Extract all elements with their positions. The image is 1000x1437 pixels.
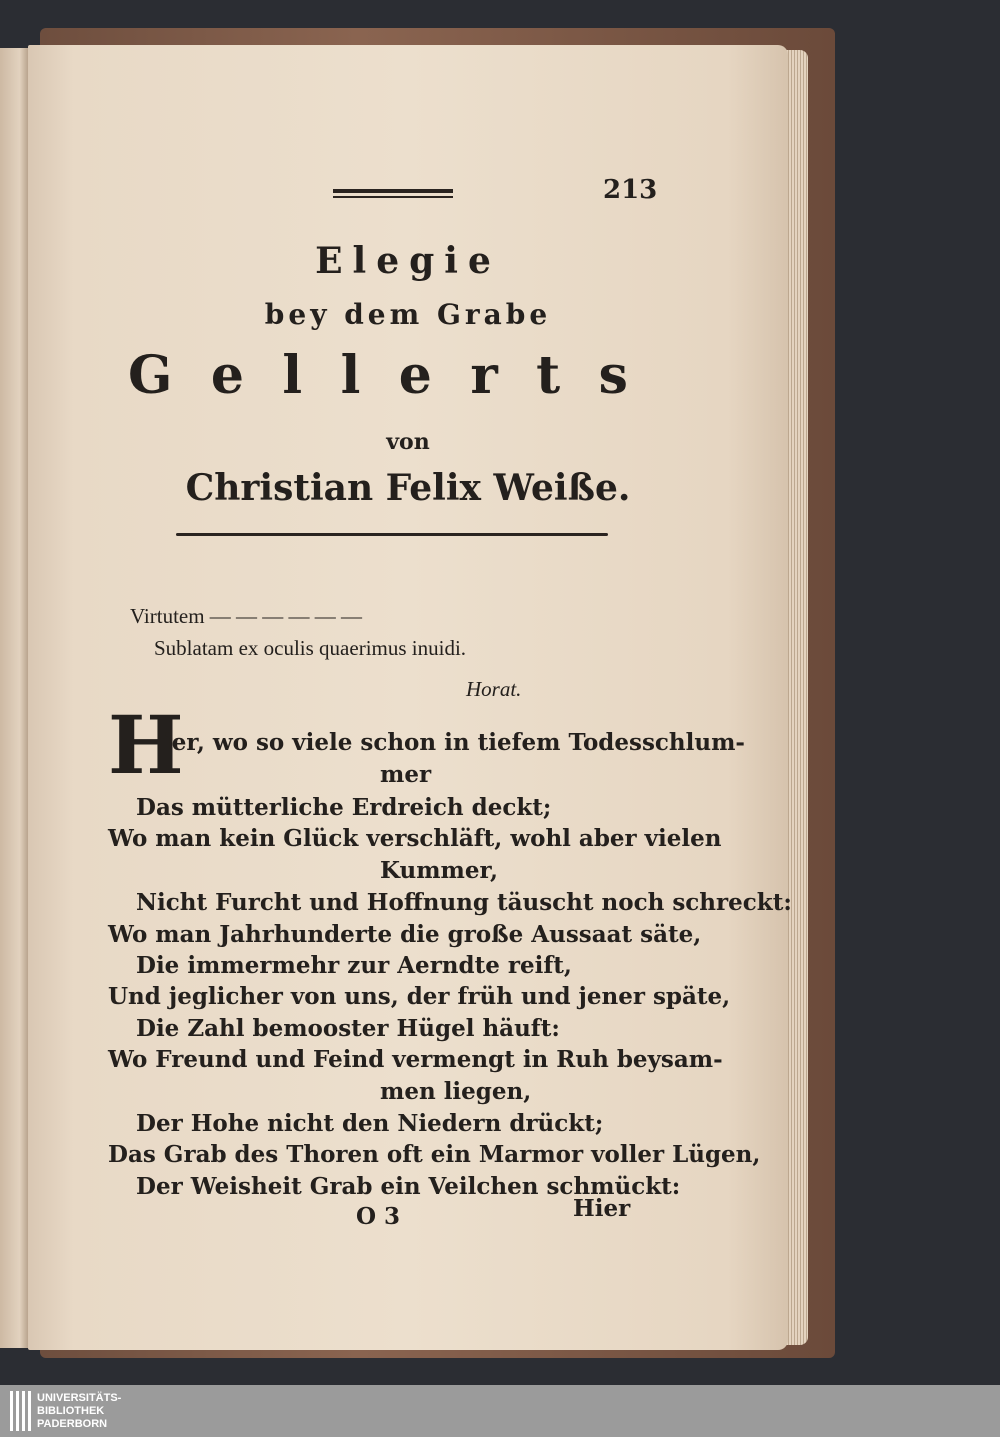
poem-line: men liegen, — [380, 1078, 532, 1105]
top-ornament-rule — [333, 189, 453, 198]
poem-line: Die Zahl bemooster Hügel häuft: — [136, 1015, 560, 1042]
poem-line: Wo man Jahrhunderte die große Aussaat säte, — [108, 921, 702, 948]
poem-line: Die immermehr zur Aerndte reift, — [136, 952, 572, 979]
catchword: Hier — [573, 1195, 631, 1222]
title-letter: r — [470, 345, 498, 406]
page-edges — [786, 50, 808, 1345]
title-letter: t — [536, 345, 561, 406]
epigraph-line-1: Virtutem — — — — — — — [130, 604, 363, 628]
signature-mark: O 3 — [356, 1203, 401, 1230]
library-logo-line: PADERBORN — [37, 1417, 108, 1430]
poem-line: Kummer, — [380, 857, 498, 884]
title-letter: G — [128, 345, 173, 406]
poem-line: ier, wo so viele schon in tiefem Todesschlum- — [163, 729, 745, 756]
poem-line: mer — [380, 761, 432, 788]
title-elegie: Elegie — [315, 240, 501, 282]
poem-line: Der Hohe nicht den Niedern drückt; — [136, 1110, 604, 1137]
page-number: 213 — [603, 175, 658, 205]
title-gellerts — [128, 345, 628, 406]
left-page-edge — [0, 48, 28, 1348]
poem-line: Das mütterliche Erdreich deckt; — [136, 794, 552, 821]
title-divider — [176, 533, 608, 536]
poem-line: Wo man kein Glück verschläft, wohl aber vielen — [108, 825, 722, 852]
poem-line: Wo Freund und Feind vermengt in Ruh beysam- — [108, 1046, 723, 1073]
poem-line: Der Weisheit Grab ein Veilchen schmückt: — [136, 1173, 681, 1200]
epigraph-line-2: Sublatam ex oculis quaerimus inuidi. — [154, 636, 467, 660]
poem-line: Und jeglicher von uns, der früh und jener späte, — [108, 983, 731, 1010]
epigraph-source: Horat. — [466, 677, 522, 701]
book-page — [28, 45, 792, 1350]
title-von: von — [386, 429, 430, 455]
library-logo — [10, 1391, 121, 1431]
library-logo-line: UNIVERSITÄTS- — [37, 1391, 122, 1404]
title-letter: e — [210, 345, 244, 406]
title-letter: l — [340, 345, 361, 406]
title-letter: s — [598, 345, 628, 406]
poem-line: Das Grab des Thoren oft ein Marmor voller Lügen, — [108, 1141, 761, 1168]
drop-capital: H — [108, 698, 184, 792]
author-name: Christian Felix Weiße. — [185, 467, 631, 509]
poem-line: Nicht Furcht und Hoffnung täuscht noch schreckt: — [136, 889, 792, 916]
title-letter: e — [398, 345, 432, 406]
title-letter: l — [282, 345, 303, 406]
library-logo-mark — [10, 1391, 31, 1431]
title-subline: bey dem Grabe — [264, 298, 552, 331]
library-logo-line: BIBLIOTHEK — [37, 1404, 105, 1417]
footer-bar — [0, 1385, 1000, 1437]
